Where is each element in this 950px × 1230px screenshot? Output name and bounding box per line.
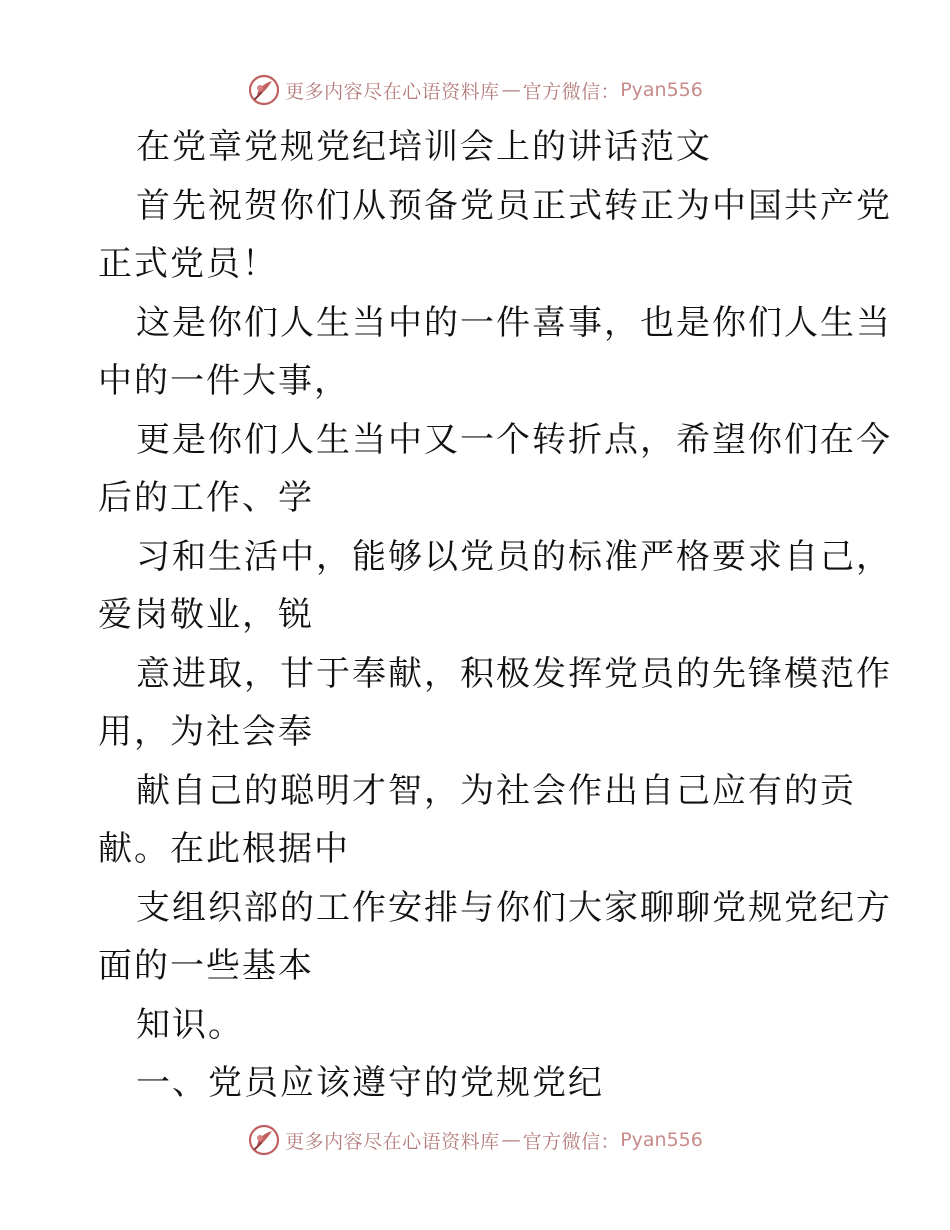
watermark-text: 更多内容尽在心语资料库 — [285, 1130, 500, 1153]
text-line: 爱岗敬业，锐 — [98, 595, 314, 635]
watermark-account: Pyan556 — [620, 1129, 703, 1151]
document-title: 在党章党规党纪培训会上的讲话范文 — [136, 127, 712, 167]
text-line: 献自己的聪明才智，为社会作出自己应有的贡 — [136, 770, 856, 811]
header-watermark — [0, 70, 950, 110]
text-line: 中的一件大事， — [98, 361, 350, 401]
text-line: 面的一些基本 — [98, 946, 314, 986]
text-line: 知识。 — [136, 1004, 244, 1045]
document-body — [98, 118, 892, 1113]
rose-quill-icon — [247, 1123, 281, 1157]
text-line: 后的工作、学 — [98, 478, 314, 518]
text-line: 更是你们人生当中又一个转折点，希望你们在今 — [136, 419, 892, 460]
rose-quill-icon — [247, 73, 281, 107]
watermark-suffix: 官方微信： — [522, 1130, 621, 1153]
text-line: 首先祝贺你们从预备党员正式转正为中国共产党 — [136, 185, 892, 226]
footer-watermark — [0, 1120, 950, 1160]
text-line: 习和生活中，能够以党员的标准严格要求自己， — [136, 536, 892, 577]
watermark-separator: — — [501, 1129, 521, 1151]
watermark-account: Pyan556 — [620, 79, 703, 101]
text-line: 支组织部的工作安排与你们大家聊聊党规党纪方 — [136, 887, 892, 928]
text-line: 献。在此根据中 — [98, 829, 350, 869]
watermark-text: 更多内容尽在心语资料库 — [285, 80, 500, 103]
text-line: 用，为社会奉 — [98, 712, 314, 752]
watermark-separator: — — [501, 79, 521, 101]
text-line: 这是你们人生当中的一件喜事，也是你们人生当 — [136, 302, 892, 343]
section-heading: 一、党员应该遵守的党规党纪 — [136, 1063, 604, 1103]
watermark-suffix: 官方微信： — [522, 80, 621, 103]
text-line: 正式党员！ — [98, 244, 278, 284]
text-line: 意进取，甘于奉献，积极发挥党员的先锋模范作 — [136, 653, 892, 694]
